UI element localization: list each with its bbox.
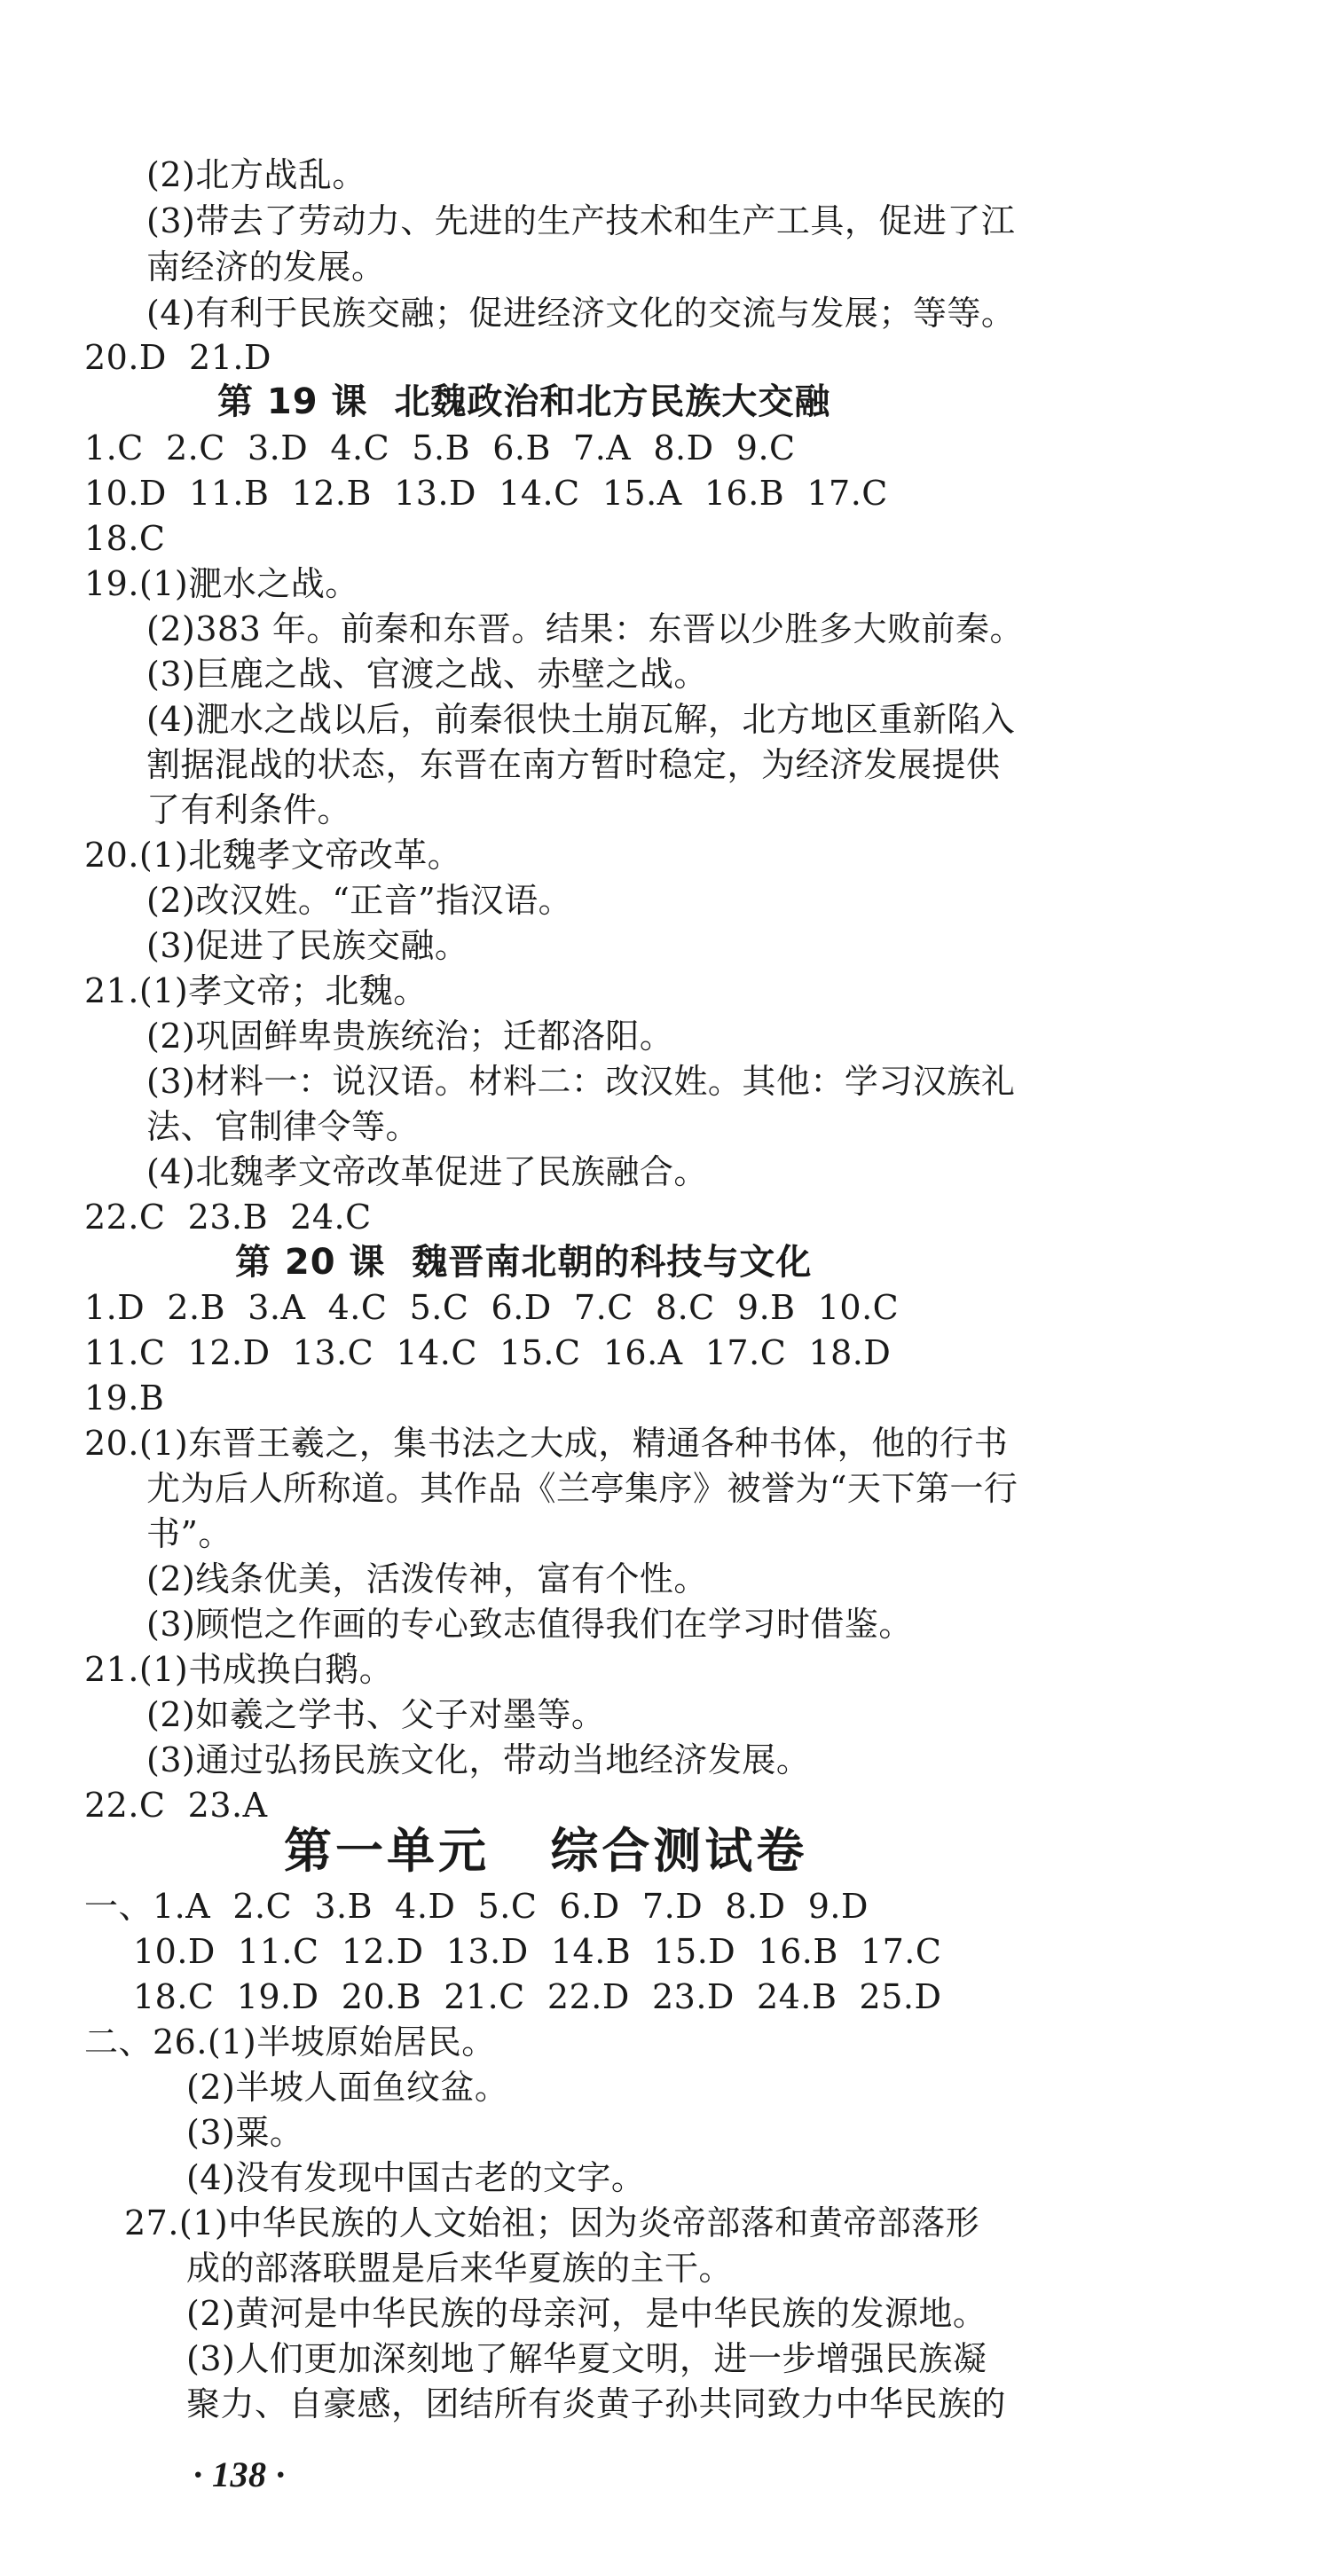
text-line: 10.D 11.C 12.D 13.D 14.B 15.D 16.B 17.C [133,1932,942,1971]
text-line: (2)半坡人面鱼纹盆。 [186,2068,509,2107]
text-line: (2)黄河是中华民族的母亲河，是中华民族的发源地。 [186,2294,987,2333]
text-line: (3)人们更加深刻地了解华夏文明，进一步增强民族凝 [186,2339,987,2378]
text-line: 了有利条件。 [146,790,352,829]
text-line: 二、26.(1)半坡原始居民。 [84,2022,496,2062]
text-line: 南经济的发展。 [146,247,386,287]
text-line: (4)没有发现中国古老的文字。 [186,2158,646,2197]
text-line: 27.(1)中华民族的人文始祖；因为炎帝部落和黄帝部落形 [124,2203,980,2242]
text-line: (3)带去了劳动力、先进的生产技术和生产工具，促进了江 [146,201,1016,240]
text-line: (3)粟。 [186,2113,304,2152]
text-line: 10.D 11.B 12.B 13.D 14.C 15.A 16.B 17.C [84,474,888,513]
text-line: 聚力、自豪感，团结所有炎黄子孙共同致力中华民族的 [186,2384,1007,2423]
text-line: 18.C [84,519,166,558]
text-line: (3)顾恺之作画的专心致志值得我们在学习时借鉴。 [146,1605,913,1644]
text-line: 22.C 23.A [84,1786,268,1825]
text-line: 法、官制律令等。 [146,1107,421,1146]
text-line: (2)383 年。前秦和东晋。结果：东晋以少胜多大败前秦。 [146,609,1024,648]
text-line: 1.C 2.C 3.D 4.C 5.B 6.B 7.A 8.D 9.C [84,428,796,467]
text-line: 20.D 21.D [84,338,271,377]
text-line: (3)材料一：说汉语。材料二：改汉姓。其他：学习汉族礼 [146,1062,1016,1101]
text-line: 21.(1)书成换白鹅。 [84,1650,394,1689]
text-line: (2)巩固鲜卑贵族统治；迁都洛阳。 [146,1017,674,1056]
text-line: (2)改汉姓。“正音”指汉语。 [146,881,573,920]
text-line: (3)巨鹿之战、官渡之战、赤壁之战。 [146,655,708,694]
text-line: (4)北魏孝文帝改革促进了民族融合。 [146,1152,708,1191]
text-line: 书”。 [146,1514,232,1553]
text-line: 割据混战的状态，东晋在南方暂时稳定，为经济发展提供 [146,745,1001,784]
text-line: 尤为后人所称道。其作品《兰亭集序》被誉为“天下第一行 [146,1469,1018,1508]
text-line: 19.B [84,1378,165,1418]
text-line: (3)促进了民族交融。 [146,926,469,965]
text-line: 成的部落联盟是后来华夏族的主干。 [186,2249,734,2288]
page-number: · 138 · [193,2454,286,2494]
text-line: (2)线条优美，活泼传神，富有个性。 [146,1559,708,1598]
text-line: 21.(1)孝文帝；北魏。 [84,971,428,1010]
text-line: (4)淝水之战以后，前秦很快土崩瓦解，北方地区重新陷入 [146,700,1016,739]
text-line: 19.(1)淝水之战。 [84,564,359,603]
section-heading: 第 19 课 北魏政治和北方民族大交融 [217,381,831,422]
text-line: (2)北方战乱。 [146,155,366,194]
text-line: 11.C 12.D 13.C 14.C 15.C 16.A 17.C 18.D [84,1333,892,1372]
unit-test-heading: 第一单元 综合测试卷 [284,1823,808,1879]
text-line: (4)有利于民族交融；促进经济文化的交流与发展；等等。 [146,294,1016,333]
text-line: 20.(1)北魏孝文帝改革。 [84,836,462,875]
text-line: (3)通过弘扬民族文化，带动当地经济发展。 [146,1740,811,1779]
text-line: 20.(1)东晋王羲之，集书法之大成，精通各种书体，他的行书 [84,1424,1009,1463]
text-line: 一、1.A 2.C 3.B 4.D 5.C 6.D 7.D 8.D 9.D [84,1887,869,1926]
text-line: (2)如羲之学书、父子对墨等。 [146,1695,606,1734]
section-heading: 第 20 课 魏晋南北朝的科技与文化 [235,1242,813,1283]
text-line: 22.C 23.B 24.C [84,1198,372,1237]
text-line: 1.D 2.B 3.A 4.C 5.C 6.D 7.C 8.C 9.B 10.C [84,1288,900,1327]
text-line: 18.C 19.D 20.B 21.C 22.D 23.D 24.B 25.D [133,1977,942,2016]
